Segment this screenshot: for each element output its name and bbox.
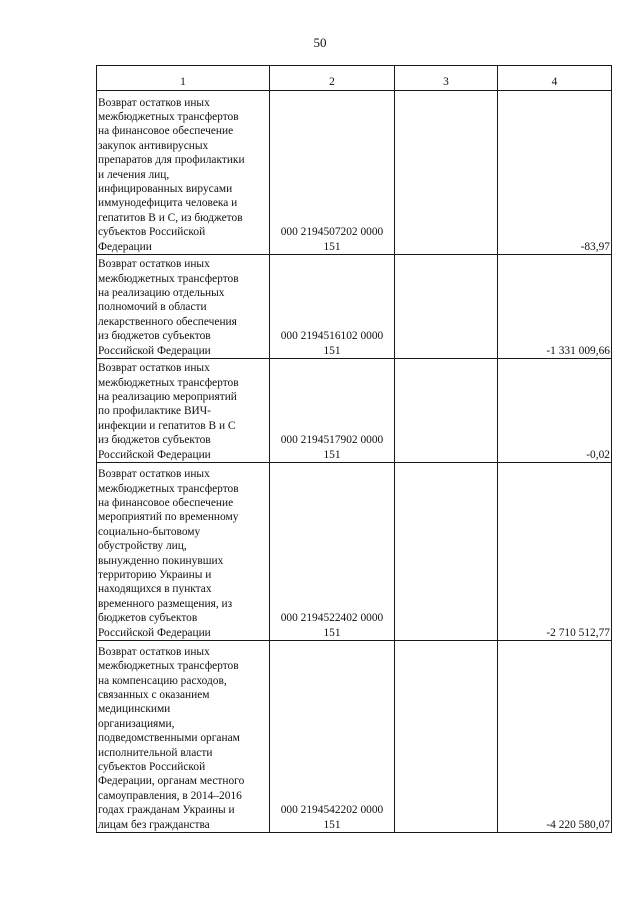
budget-table [96, 65, 612, 833]
row-col3 [395, 255, 498, 359]
row-col3 [395, 641, 498, 833]
table-row [97, 255, 612, 359]
row-col3 [395, 463, 498, 641]
row-name: Возврат остатков иных межбюджетных трансфертов на финансовое обеспечение закупок антивирусных препаратов для профилактики и лечения лиц, инфицированных вирусами иммунодефицита человека и гепатитов B и C, из бюджетов субъектов Российской Федерации [97, 91, 270, 255]
row-code: 000 2194542202 0000 151 [270, 641, 395, 833]
row-name: Возврат остатков иных межбюджетных трансфертов на реализацию мероприятий по профилактике ВИЧ- инфекции и гепатитов B и C из бюджетов субъектов Российской Федерации [97, 359, 270, 463]
row-name: Возврат остатков иных межбюджетных трансфертов на реализацию отдельных полномочий в области лекарственного обеспечения из бюджетов субъектов Российской Федерации [97, 255, 270, 359]
row-name: Возврат остатков иных межбюджетных трансфертов на финансовое обеспечение мероприятий по временному социально-бытовому обустройству лиц, вынужденно покинувших территорию Украины и находящихся в пунктах временного размещения, из бюджетов субъектов Российской Федерации [97, 463, 270, 641]
row-value: -2 710 512,77 [498, 463, 612, 641]
column-header-2: 2 [270, 66, 395, 91]
table-row [97, 91, 612, 255]
table-row [97, 463, 612, 641]
column-header-1: 1 [97, 66, 270, 91]
table-header-row [97, 66, 612, 91]
table-row [97, 359, 612, 463]
row-code: 000 2194522402 0000 151 [270, 463, 395, 641]
row-code: 000 2194507202 0000 151 [270, 91, 395, 255]
row-col3 [395, 359, 498, 463]
row-value: -0,02 [498, 359, 612, 463]
row-value: -83,97 [498, 91, 612, 255]
page-number: 50 [313, 35, 327, 50]
table-row [97, 641, 612, 833]
row-value: -1 331 009,66 [498, 255, 612, 359]
row-code: 000 2194517902 0000 151 [270, 359, 395, 463]
row-value: -4 220 580,07 [498, 641, 612, 833]
row-code: 000 2194516102 0000 151 [270, 255, 395, 359]
column-header-4: 4 [498, 66, 612, 91]
row-col3 [395, 91, 498, 255]
row-name: Возврат остатков иных межбюджетных трансфертов на компенсацию расходов, связанных с оказанием медицинскими организациями, подведомственными органам исполнительной власти субъектов Российской Федерации, органам местного самоуправления, в 2014–2016 годах гражданам Украины и лицам без гражданства [97, 641, 270, 833]
column-header-3: 3 [395, 66, 498, 91]
